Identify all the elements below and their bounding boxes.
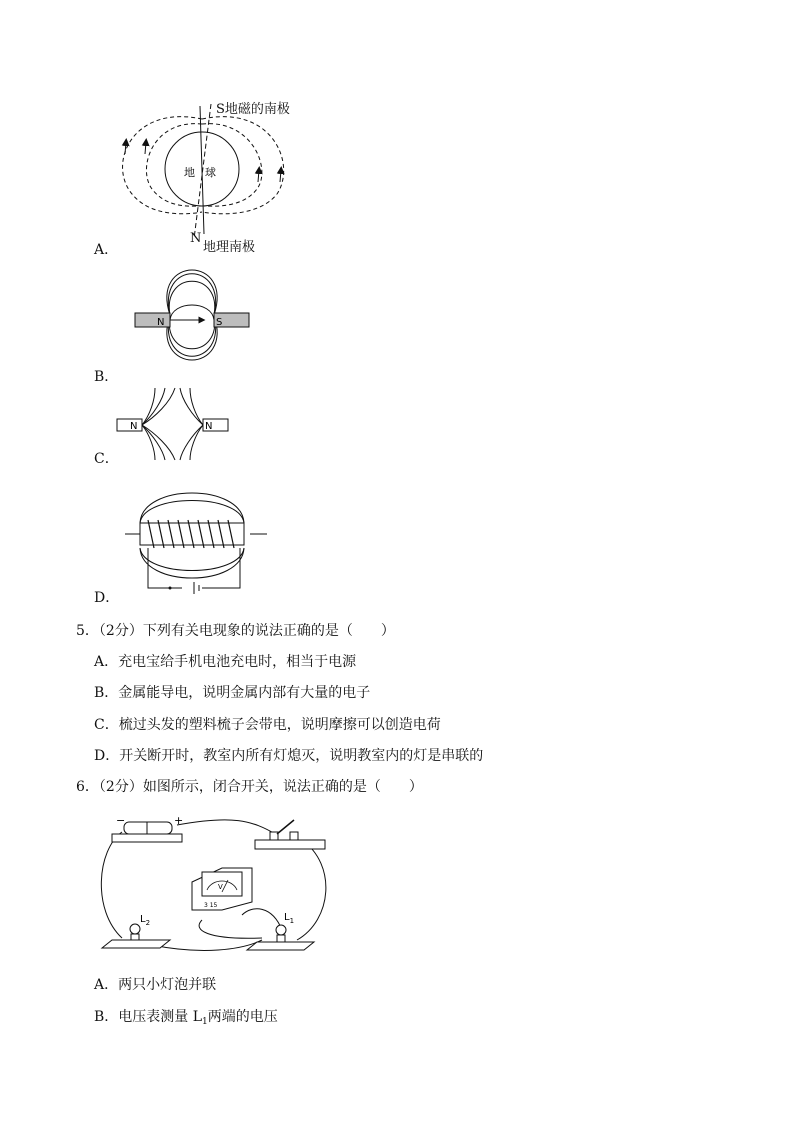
question-5-option-a: A．充电宝给手机电池充电时，相当于电源	[94, 654, 357, 670]
lamp-l2-label: $L_2$	[140, 914, 151, 927]
question-5-option-d: D．开关断开时，教室内所有灯熄灭，说明教室内的灯是串联的	[94, 748, 484, 764]
label-geomagnetic-south: S地磁的南极	[216, 102, 290, 117]
question-5-option-c: C．梳过头发的塑料梳子会带电，说明摩擦可以创造电荷	[94, 717, 441, 733]
voltmeter-terminals: 3 15	[204, 902, 218, 909]
question-6-circuit-diagram	[92, 810, 337, 965]
magnet-c-left-north: N	[130, 421, 138, 432]
option-b-label: B．	[94, 369, 119, 385]
figure-d-solenoid	[122, 478, 272, 598]
question-5-stem: 5．（2分）下列有关电现象的说法正确的是（ ）	[76, 623, 395, 639]
option-d-label: D．	[94, 590, 120, 606]
magnet-c-right-north: N	[205, 421, 213, 432]
earth-label-right: 球	[205, 166, 216, 179]
option-c-label: C．	[94, 451, 119, 467]
figure-b-bar-magnet	[132, 260, 252, 370]
question-6-stem: 6．（2分）如图所示，闭合开关，说法正确的是（ ）	[76, 779, 423, 795]
battery-minus-symbol: −	[116, 814, 126, 827]
earth-label-left: 地	[184, 166, 195, 179]
option-a-label: A．	[94, 242, 119, 258]
label-geographic-south: 地理南极	[203, 240, 256, 255]
question-5-option-b: B．金属能导电，说明金属内部有大量的电子	[94, 685, 371, 701]
voltmeter-symbol: V	[218, 883, 223, 891]
figure-a-earth-magnetic-field	[112, 94, 322, 254]
battery-plus-symbol: +	[174, 814, 184, 827]
magnet-b-south: S	[216, 317, 223, 328]
lamp-l1-label: $L_1$	[284, 912, 295, 925]
label-n: N	[190, 231, 202, 246]
question-6-option-b: B．电压表测量 $L_1$两端的电压	[94, 1009, 278, 1027]
magnet-b-north: N	[157, 317, 165, 328]
question-6-option-a: A．两只小灯泡并联	[94, 977, 217, 993]
figure-c-like-poles	[115, 385, 230, 465]
